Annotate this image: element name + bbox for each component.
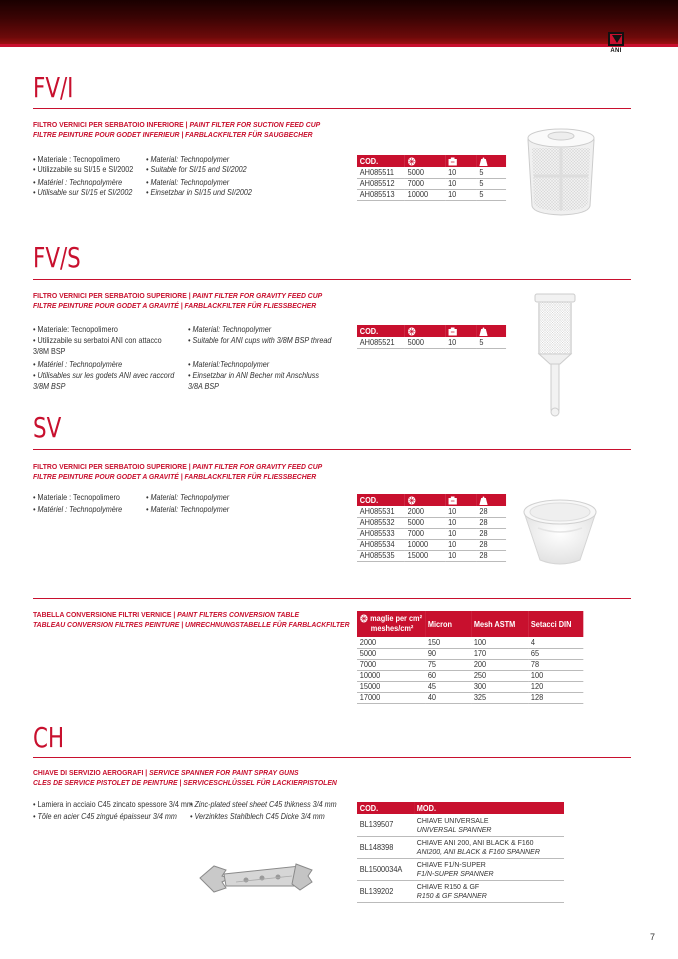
table-cell: 10000	[357, 670, 425, 681]
table-cell: AH085533	[357, 528, 405, 539]
table-cell-code: BL1500034A	[357, 858, 414, 880]
box-icon	[448, 157, 456, 166]
mesh-icon	[408, 327, 416, 336]
fvi-bullet: • Materiale : Tecnopolimero	[33, 155, 120, 164]
table-cell: 7000	[405, 528, 445, 539]
section-title-fvi: FV/I	[33, 71, 74, 104]
table-cell-mod	[414, 814, 564, 836]
table-cell-mod	[414, 880, 564, 902]
table-cell: 28	[477, 506, 506, 517]
spanner-image	[196, 856, 316, 902]
table-cell: 10	[445, 539, 476, 550]
col-mesh-astm: Mesh ASTM	[471, 611, 528, 637]
weight-icon	[479, 157, 487, 166]
conversion-table	[357, 611, 583, 704]
mod-name: CHIAVE ANI 200, ANI BLACK & F160	[416, 838, 534, 847]
mod-name-en: UNIVERSAL SPANNER	[416, 824, 492, 834]
fvs-filter-image	[530, 290, 580, 422]
sv-subtitle-1: FILTRO VERNICI PER SERBATOIO SUPERIORE | PAINT FILTER FOR GRAVITY FEED CUP	[33, 462, 323, 471]
table-cell: 7000	[357, 659, 425, 670]
sv-subtitle-2: FILTRE PEINTURE POUR GODET A GRAVITÉ | FARBLACKFILTER FÜR FLIESSBECHER	[33, 472, 317, 481]
section-title-fvs: FV/S	[33, 241, 81, 274]
table-cell: 200	[471, 659, 528, 670]
mesh-icon	[408, 157, 416, 166]
col-box-icon	[445, 494, 476, 506]
fvs-bullet: • Material: Technopolymer	[188, 325, 272, 334]
header-bar	[0, 0, 678, 44]
box-icon	[448, 496, 456, 505]
sv-bullet: • Materiale : Tecnopolimero	[33, 493, 120, 502]
table-cell-mod	[414, 836, 564, 858]
section-title-ch: CH	[33, 721, 65, 754]
table-row	[357, 539, 506, 550]
table-cell: 28	[477, 539, 506, 550]
col-cod: COD.	[357, 325, 405, 337]
table-cell: 10	[445, 506, 476, 517]
col-cod: COD.	[357, 155, 405, 167]
table-row	[357, 692, 583, 703]
col-mesh-icon	[405, 155, 445, 167]
table-cell: 5	[477, 178, 506, 189]
table-row	[357, 659, 583, 670]
fvs-bullet: • Einsetzbar in ANI Becher mit Anschluss	[188, 371, 319, 380]
fvs-bullet: • Materiale: Tecnopolimero	[33, 325, 118, 334]
ch-subtitle-2: CLES DE SERVICE PISTOLET DE PEINTURE | SERVICESCHLÜSSEL FÜR LACKIERPISTOLEN	[33, 778, 337, 787]
table-cell: 5	[477, 167, 506, 178]
fvs-bullet: • Utilisables sur les godets ANI avec raccord	[33, 371, 175, 380]
table-cell: 10	[445, 337, 476, 348]
col-mesh-icon	[405, 325, 445, 337]
table-row	[357, 880, 564, 902]
table-cell: 150	[425, 637, 471, 648]
table-cell: 15000	[405, 550, 445, 561]
col-cod: COD.	[357, 802, 414, 814]
table-cell: 90	[425, 648, 471, 659]
fvs-bullet: 3/8M BSP	[33, 382, 66, 391]
table-cell: 65	[528, 648, 583, 659]
conv-subtitle-1: TABELLA CONVERSIONE FILTRI VERNICE | PAINT FILTERS CONVERSION TABLE	[33, 610, 300, 619]
col-box-icon	[445, 155, 476, 167]
table-cell: AH085513	[357, 189, 405, 200]
table-row	[357, 167, 506, 178]
table-cell: 45	[425, 681, 471, 692]
fvs-bullet: • Material:Technopolymer	[188, 360, 270, 369]
fvs-bullet: • Suitable for ANI cups with 3/8M BSP thread	[188, 336, 332, 345]
table-cell: 78	[528, 659, 583, 670]
logo-text: ANI	[610, 48, 622, 54]
table-cell: 2000	[405, 506, 445, 517]
table-row	[357, 189, 506, 200]
ch-subtitle-1: CHIAVE DI SERVIZIO AEROGRAFI | SERVICE SPANNER FOR PAINT SPRAY GUNS	[33, 768, 299, 777]
table-cell: 7000	[405, 178, 445, 189]
table-header-row	[357, 325, 506, 337]
col-meshes: maglie per cm² meshes/cm²	[357, 611, 425, 637]
mod-name-en: F1/N-SUPER SPANNER	[416, 869, 494, 878]
ani-logo	[604, 32, 628, 60]
mod-name: CHIAVE UNIVERSALE	[416, 815, 489, 825]
table-cell: 5	[477, 337, 506, 348]
table-header-row	[357, 611, 583, 637]
sv-bullet: • Material: Technopolymer	[146, 505, 230, 514]
table-cell-code: BL148398	[357, 836, 414, 858]
mesh-icon	[408, 496, 416, 505]
fvi-bullet: • Utilizzabile su SI/15 e SI/2002	[33, 165, 134, 174]
section-rule	[33, 279, 631, 280]
table-cell: 10	[445, 517, 476, 528]
col-mod: MOD.	[414, 802, 564, 814]
sv-filter-image	[518, 488, 602, 572]
section-rule	[33, 757, 631, 758]
fvi-bullet: • Einsetzbar in SI/15 und SI/2002	[146, 188, 252, 197]
col-weight-icon	[477, 325, 506, 337]
ch-bullet: • Lamiera in acciaio C45 zincato spessore 3/4 mm	[33, 800, 193, 809]
table-cell: 28	[477, 550, 506, 561]
ch-bullet: • Verzinktes Stahlblech C45 Dicke 3/4 mm	[190, 812, 325, 821]
table-cell: 40	[425, 692, 471, 703]
table-row	[357, 670, 583, 681]
table-header-row	[357, 802, 564, 814]
sv-code-table	[357, 494, 506, 562]
table-cell: 17000	[357, 692, 425, 703]
table-cell: 10000	[405, 189, 445, 200]
table-row	[357, 517, 506, 528]
table-cell: 10	[445, 167, 476, 178]
table-cell: AH085511	[357, 167, 405, 178]
table-row	[357, 836, 564, 858]
table-cell: 2000	[357, 637, 425, 648]
table-cell-code: BL139507	[357, 814, 414, 836]
table-cell: 10	[445, 550, 476, 561]
ch-bullet: • Tôle en acier C45 zingué épaisseur 3/4 mm	[33, 812, 177, 821]
table-row	[357, 858, 564, 880]
ch-bullet: • Zinc-plated steel sheet C45 thikness 3/4 mm	[190, 800, 337, 809]
fvi-bullet: • Material: Technopolymer	[146, 178, 230, 187]
fvi-bullet: • Suitable for SI/15 and SI/2002	[146, 165, 247, 174]
table-cell: 10	[445, 189, 476, 200]
col-mesh-icon	[405, 494, 445, 506]
table-cell: 5000	[405, 517, 445, 528]
table-row	[357, 506, 506, 517]
table-cell: 128	[528, 692, 583, 703]
fvs-code-table	[357, 325, 506, 349]
table-header-row	[357, 494, 506, 506]
table-cell: AH085512	[357, 178, 405, 189]
col-box-icon	[445, 325, 476, 337]
fvs-bullet: • Utilizzabile su serbatoi ANI con attacco	[33, 336, 162, 345]
fvi-subtitle-2: FILTRE PEINTURE POUR GODET INFERIEUR | FARBLACKFILTER FÜR SAUGBECHER	[33, 130, 313, 139]
header-rule	[0, 44, 678, 47]
table-row	[357, 550, 506, 561]
table-cell: AH085521	[357, 337, 405, 348]
table-row	[357, 637, 583, 648]
col-weight-icon	[477, 494, 506, 506]
sv-bullet: • Material: Technopolymer	[146, 493, 230, 502]
fvs-bullet: • Matériel : Technopolymère	[33, 360, 123, 369]
section-rule	[33, 108, 631, 109]
col-setacci-din: Setacci DIN	[528, 611, 583, 637]
fvi-bullet: • Utilisable sur SI/15 et SI/2002	[33, 188, 133, 197]
table-cell: 28	[477, 528, 506, 539]
table-cell: 10	[445, 528, 476, 539]
table-cell: 100	[528, 670, 583, 681]
fvs-bullet: 3/8A BSP	[188, 382, 219, 391]
sv-bullet: • Matériel : Technopolymère	[33, 505, 123, 514]
table-cell: AH085532	[357, 517, 405, 528]
fvi-code-table	[357, 155, 506, 201]
box-icon	[448, 327, 456, 336]
table-cell: 5000	[357, 648, 425, 659]
page-number: 7	[650, 932, 656, 942]
table-cell: 250	[471, 670, 528, 681]
table-cell: 10000	[405, 539, 445, 550]
table-cell: AH085535	[357, 550, 405, 561]
table-cell: 300	[471, 681, 528, 692]
table-cell: 5000	[405, 167, 445, 178]
conv-subtitle-2: TABLEAU CONVERSION FILTRES PEINTURE | UMRECHNUNGSTABELLE FÜR FARBLACKFILTER	[33, 620, 350, 629]
table-row	[357, 528, 506, 539]
table-cell: AH085534	[357, 539, 405, 550]
section-rule	[33, 449, 631, 450]
fvi-subtitle-1: FILTRO VERNICI PER SERBATOIO INFERIORE | PAINT FILTER FOR SUCTION FEED CUP	[33, 120, 321, 129]
table-header-row	[357, 155, 506, 167]
weight-icon	[479, 496, 487, 505]
section-title-sv: SV	[33, 411, 62, 444]
fvi-bullet: • Material: Technopolymer	[146, 155, 230, 164]
col-micron: Micron	[425, 611, 471, 637]
table-cell: 5	[477, 189, 506, 200]
col-cod: COD.	[357, 494, 405, 506]
fvi-bullet: • Matériel : Technopolymère	[33, 178, 123, 187]
logo-mark-icon	[608, 32, 624, 46]
table-cell: 325	[471, 692, 528, 703]
table-cell: 100	[471, 637, 528, 648]
mod-name: CHIAVE F1/N-SUPER	[416, 860, 486, 869]
table-row	[357, 178, 506, 189]
table-row	[357, 337, 506, 348]
table-cell: 10	[445, 178, 476, 189]
table-cell: 75	[425, 659, 471, 670]
fvs-subtitle-2: FILTRE PEINTURE POUR GODET A GRAVITÉ | FARBLACKFILTER FÜR FLIESSBECHER	[33, 301, 317, 310]
fvs-bullet: 3/8M BSP	[33, 347, 66, 356]
table-row	[357, 814, 564, 836]
col-weight-icon	[477, 155, 506, 167]
table-cell: 4	[528, 637, 583, 648]
fvs-subtitle-1: FILTRO VERNICI PER SERBATOIO SUPERIORE | PAINT FILTER FOR GRAVITY FEED CUP	[33, 291, 323, 300]
table-cell-mod	[414, 858, 564, 880]
table-row	[357, 648, 583, 659]
table-cell: 28	[477, 517, 506, 528]
table-row	[357, 681, 583, 692]
mod-name-en: R150 & GF SPANNER	[416, 891, 487, 900]
table-cell: 15000	[357, 681, 425, 692]
table-cell: 170	[471, 648, 528, 659]
ch-code-table	[357, 802, 564, 903]
table-cell-code: BL139202	[357, 880, 414, 902]
table-cell: 60	[425, 670, 471, 681]
mod-name: CHIAVE R150 & GF	[416, 882, 480, 891]
table-cell: 5000	[405, 337, 445, 348]
fvi-filter-image	[522, 118, 600, 218]
table-cell: AH085531	[357, 506, 405, 517]
mesh-icon	[360, 614, 368, 623]
weight-icon	[479, 327, 487, 336]
table-cell: 120	[528, 681, 583, 692]
mod-name-en: ANI200, ANI BLACK & F160 SPANNER	[416, 847, 540, 856]
section-rule	[33, 598, 631, 599]
